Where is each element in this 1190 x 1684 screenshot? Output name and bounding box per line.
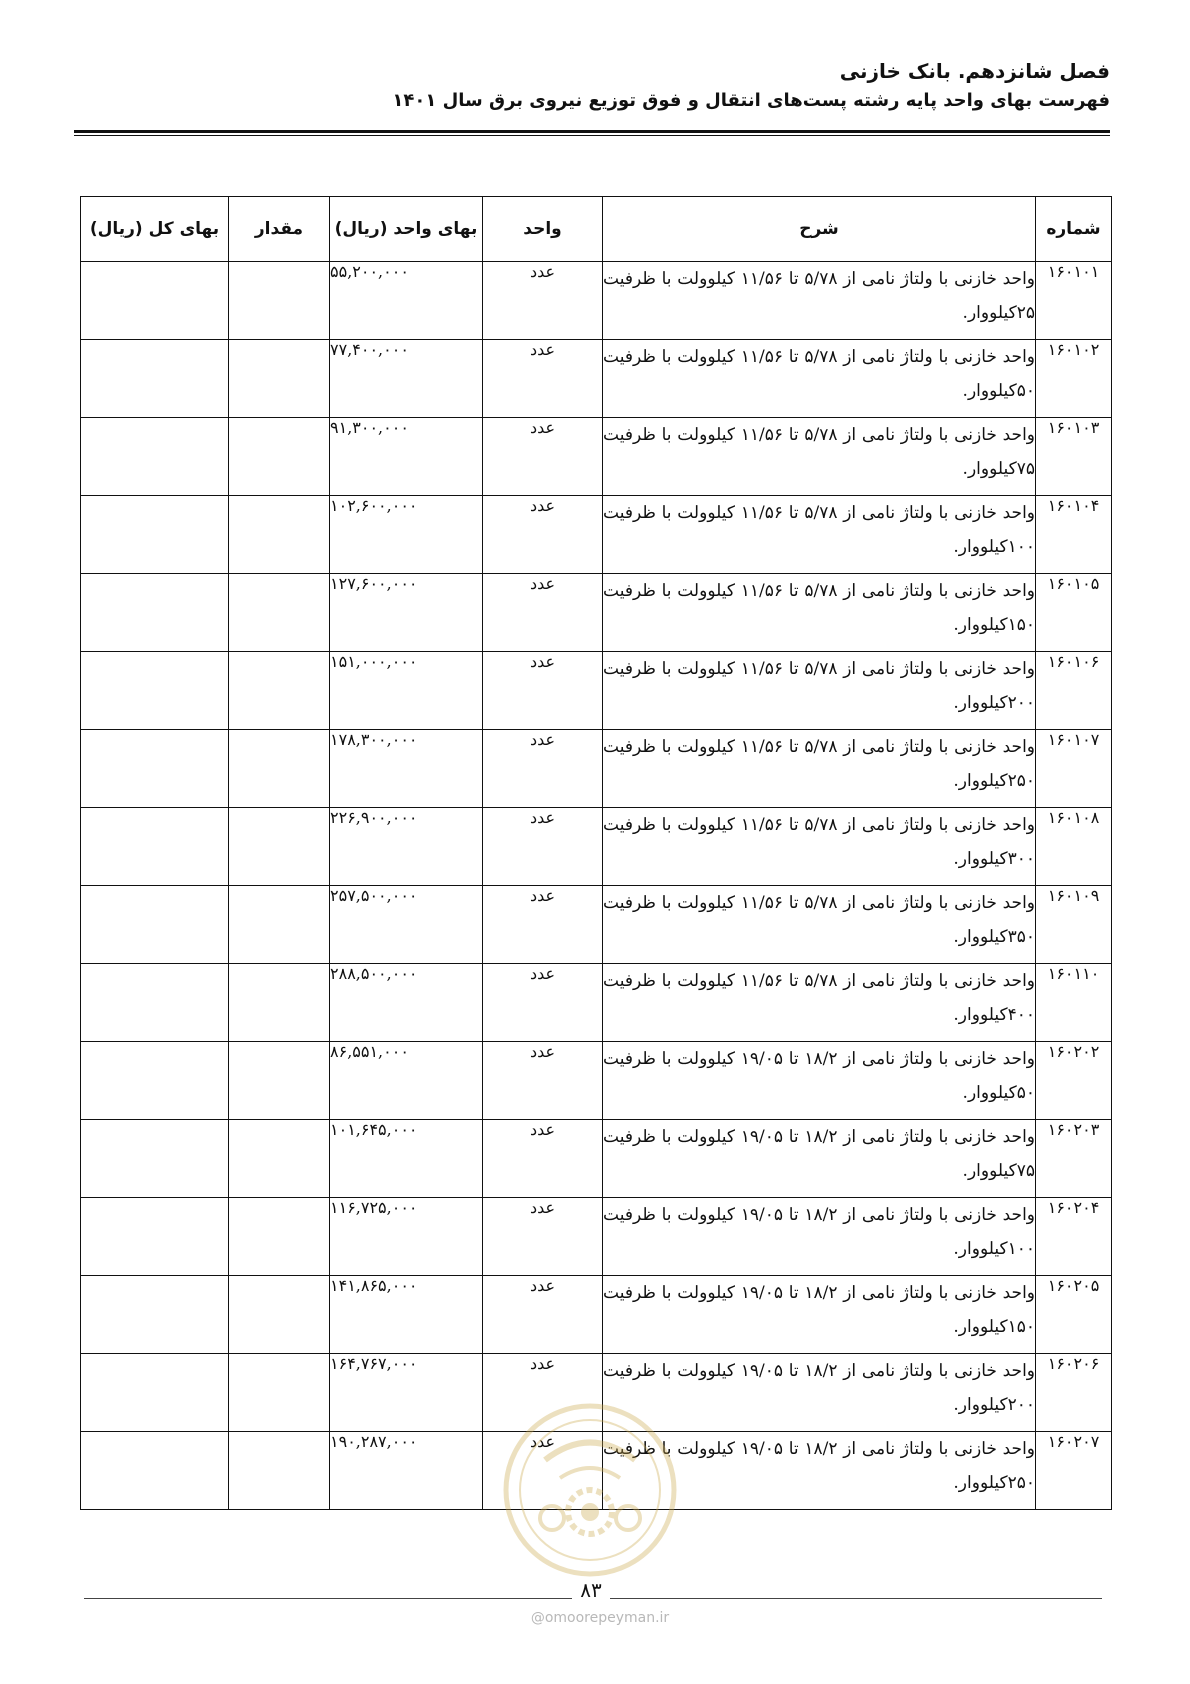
watermark-url: @omoorepeyman.ir [530, 1610, 670, 1626]
item-unit-price: ۱۵۱,۰۰۰,۰۰۰ [330, 652, 483, 730]
item-number: ۱۶۰۲۰۳ [1036, 1120, 1112, 1198]
item-unit-price: ۱۷۸,۳۰۰,۰۰۰ [330, 730, 483, 808]
item-quantity [229, 1120, 330, 1198]
item-total-price [81, 886, 229, 964]
item-quantity [229, 340, 330, 418]
table-row [81, 886, 1112, 964]
item-number: ۱۶۰۲۰۴ [1036, 1198, 1112, 1276]
item-unit: عدد [483, 1354, 603, 1432]
item-unit: عدد [483, 1198, 603, 1276]
item-unit: عدد [483, 418, 603, 496]
item-description: واحد خازنی با ولتاژ نامی از ۱۸/۲ تا ۱۹/۰۵ کیلوولت با ظرفیت ۷۵کیلووار. [603, 1120, 1036, 1198]
item-description: واحد خازنی با ولتاژ نامی از ۵/۷۸ تا ۱۱/۵۶ کیلوولت با ظرفیت ۱۰۰کیلووار. [603, 496, 1036, 574]
item-quantity [229, 1276, 330, 1354]
item-number: ۱۶۰۱۰۶ [1036, 652, 1112, 730]
item-number: ۱۶۰۲۰۷ [1036, 1432, 1112, 1510]
item-unit-price: ۵۵,۲۰۰,۰۰۰ [330, 262, 483, 340]
item-description: واحد خازنی با ولتاژ نامی از ۵/۷۸ تا ۱۱/۵۶ کیلوولت با ظرفیت ۳۵۰کیلووار. [603, 886, 1036, 964]
table-row [81, 808, 1112, 886]
item-unit-price: ۲۸۸,۵۰۰,۰۰۰ [330, 964, 483, 1042]
item-total-price [81, 1276, 229, 1354]
item-total-price [81, 1198, 229, 1276]
item-unit: عدد [483, 730, 603, 808]
item-total-price [81, 1354, 229, 1432]
header-rule [74, 130, 1110, 133]
item-number: ۱۶۰۱۰۸ [1036, 808, 1112, 886]
column-header-description: شرح [603, 197, 1036, 262]
item-quantity [229, 1198, 330, 1276]
column-header-number: شماره [1036, 197, 1112, 262]
chapter-title: فصل شانزدهم. بانک خازنی [839, 59, 1110, 83]
item-quantity [229, 574, 330, 652]
item-unit: عدد [483, 574, 603, 652]
item-unit-price: ۱۱۶,۷۲۵,۰۰۰ [330, 1198, 483, 1276]
table-row [81, 1276, 1112, 1354]
item-unit: عدد [483, 808, 603, 886]
item-total-price [81, 808, 229, 886]
item-description: واحد خازنی با ولتاژ نامی از ۵/۷۸ تا ۱۱/۵۶ کیلوولت با ظرفیت ۲۵۰کیلووار. [603, 730, 1036, 808]
item-unit: عدد [483, 886, 603, 964]
item-unit: عدد [483, 652, 603, 730]
item-unit: عدد [483, 1120, 603, 1198]
item-number: ۱۶۰۱۰۵ [1036, 574, 1112, 652]
footer-rule-right [610, 1598, 1102, 1599]
item-quantity [229, 1042, 330, 1120]
item-unit: عدد [483, 340, 603, 418]
item-unit-price: ۲۲۶,۹۰۰,۰۰۰ [330, 808, 483, 886]
item-number: ۱۶۰۱۱۰ [1036, 964, 1112, 1042]
table-row [81, 262, 1112, 340]
item-number: ۱۶۰۱۰۲ [1036, 340, 1112, 418]
item-description: واحد خازنی با ولتاژ نامی از ۵/۷۸ تا ۱۱/۵۶ کیلوولت با ظرفیت ۴۰۰کیلووار. [603, 964, 1036, 1042]
column-header-quantity: مقدار [229, 197, 330, 262]
item-unit-price: ۲۵۷,۵۰۰,۰۰۰ [330, 886, 483, 964]
item-unit: عدد [483, 262, 603, 340]
seal-watermark-icon [500, 1400, 680, 1580]
table-row [81, 1120, 1112, 1198]
item-quantity [229, 886, 330, 964]
item-description: واحد خازنی با ولتاژ نامی از ۱۸/۲ تا ۱۹/۰۵ کیلوولت با ظرفیت ۲۵۰کیلووار. [603, 1432, 1036, 1510]
item-total-price [81, 1120, 229, 1198]
table-row [81, 574, 1112, 652]
item-quantity [229, 418, 330, 496]
page-number: ۸۳ [580, 1578, 602, 1602]
item-unit-price: ۹۱,۳۰۰,۰۰۰ [330, 418, 483, 496]
item-total-price [81, 418, 229, 496]
item-number: ۱۶۰۱۰۴ [1036, 496, 1112, 574]
table-row [81, 340, 1112, 418]
column-header-unit-price: بهای واحد (ریال) [330, 197, 483, 262]
table-header-row [81, 197, 1112, 262]
item-total-price [81, 652, 229, 730]
item-description: واحد خازنی با ولتاژ نامی از ۱۸/۲ تا ۱۹/۰۵ کیلوولت با ظرفیت ۱۵۰کیلووار. [603, 1276, 1036, 1354]
item-number: ۱۶۰۲۰۲ [1036, 1042, 1112, 1120]
item-quantity [229, 496, 330, 574]
table-row [81, 418, 1112, 496]
item-description: واحد خازنی با ولتاژ نامی از ۱۸/۲ تا ۱۹/۰۵ کیلوولت با ظرفیت ۱۰۰کیلووار. [603, 1198, 1036, 1276]
item-quantity [229, 808, 330, 886]
item-description: واحد خازنی با ولتاژ نامی از ۱۸/۲ تا ۱۹/۰۵ کیلوولت با ظرفیت ۲۰۰کیلووار. [603, 1354, 1036, 1432]
item-unit: عدد [483, 1042, 603, 1120]
item-unit: عدد [483, 496, 603, 574]
item-description: واحد خازنی با ولتاژ نامی از ۵/۷۸ تا ۱۱/۵۶ کیلوولت با ظرفیت ۲۰۰کیلووار. [603, 652, 1036, 730]
item-unit: عدد [483, 1276, 603, 1354]
price-list-title: فهرست بهای واحد پایه رشته پست‌های انتقال و فوق توزیع نیروی برق سال ۱۴۰۱ [392, 90, 1110, 111]
item-quantity [229, 262, 330, 340]
item-quantity [229, 964, 330, 1042]
item-number: ۱۶۰۱۰۷ [1036, 730, 1112, 808]
item-description: واحد خازنی با ولتاژ نامی از ۵/۷۸ تا ۱۱/۵۶ کیلوولت با ظرفیت ۲۵کیلووار. [603, 262, 1036, 340]
item-total-price [81, 574, 229, 652]
table-row [81, 1198, 1112, 1276]
item-number: ۱۶۰۱۰۱ [1036, 262, 1112, 340]
item-unit-price: ۱۶۴,۷۶۷,۰۰۰ [330, 1354, 483, 1432]
item-number: ۱۶۰۲۰۶ [1036, 1354, 1112, 1432]
item-description: واحد خازنی با ولتاژ نامی از ۵/۷۸ تا ۱۱/۵۶ کیلوولت با ظرفیت ۳۰۰کیلووار. [603, 808, 1036, 886]
column-header-total-price: بهای کل (ریال) [81, 197, 229, 262]
item-unit: عدد [483, 964, 603, 1042]
table-row [81, 496, 1112, 574]
item-total-price [81, 262, 229, 340]
item-total-price [81, 496, 229, 574]
item-unit-price: ۸۶,۵۵۱,۰۰۰ [330, 1042, 483, 1120]
item-quantity [229, 1432, 330, 1510]
footer-rule-left [84, 1598, 572, 1599]
item-number: ۱۶۰۱۰۹ [1036, 886, 1112, 964]
item-unit-price: ۱۴۱,۸۶۵,۰۰۰ [330, 1276, 483, 1354]
item-total-price [81, 340, 229, 418]
item-quantity [229, 730, 330, 808]
item-quantity [229, 1354, 330, 1432]
table-row [81, 1042, 1112, 1120]
item-description: واحد خازنی با ولتاژ نامی از ۵/۷۸ تا ۱۱/۵۶ کیلوولت با ظرفیت ۷۵کیلووار. [603, 418, 1036, 496]
item-unit-price: ۷۷,۴۰۰,۰۰۰ [330, 340, 483, 418]
table-row [81, 730, 1112, 808]
column-header-unit: واحد [483, 197, 603, 262]
table-row [81, 964, 1112, 1042]
header-rule-thin [74, 135, 1110, 136]
item-total-price [81, 1042, 229, 1120]
item-description: واحد خازنی با ولتاژ نامی از ۵/۷۸ تا ۱۱/۵۶ کیلوولت با ظرفیت ۵۰کیلووار. [603, 340, 1036, 418]
item-unit-price: ۱۲۷,۶۰۰,۰۰۰ [330, 574, 483, 652]
page-header [74, 56, 1110, 116]
item-total-price [81, 730, 229, 808]
item-unit-price: ۱۹۰,۲۸۷,۰۰۰ [330, 1432, 483, 1510]
item-description: واحد خازنی با ولتاژ نامی از ۱۸/۲ تا ۱۹/۰۵ کیلوولت با ظرفیت ۵۰کیلووار. [603, 1042, 1036, 1120]
item-unit: عدد [483, 1432, 603, 1510]
item-number: ۱۶۰۲۰۵ [1036, 1276, 1112, 1354]
price-table [80, 196, 1112, 1510]
item-total-price [81, 1432, 229, 1510]
item-unit-price: ۱۰۲,۶۰۰,۰۰۰ [330, 496, 483, 574]
item-description: واحد خازنی با ولتاژ نامی از ۵/۷۸ تا ۱۱/۵۶ کیلوولت با ظرفیت ۱۵۰کیلووار. [603, 574, 1036, 652]
item-quantity [229, 652, 330, 730]
item-number: ۱۶۰۱۰۳ [1036, 418, 1112, 496]
table-row [81, 652, 1112, 730]
item-unit-price: ۱۰۱,۶۴۵,۰۰۰ [330, 1120, 483, 1198]
item-total-price [81, 964, 229, 1042]
